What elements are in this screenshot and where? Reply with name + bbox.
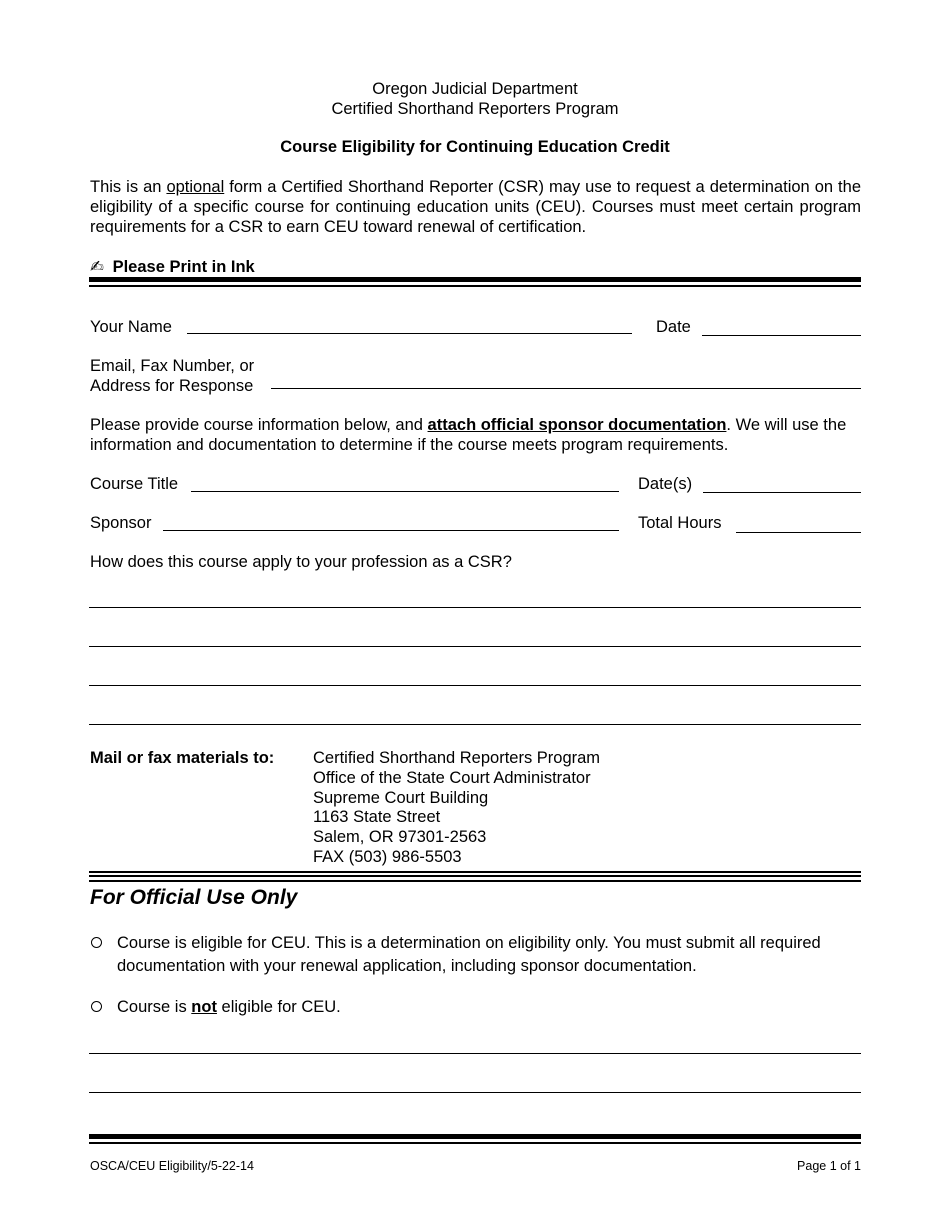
official-use-title: For Official Use Only bbox=[90, 886, 298, 909]
sponsor-field[interactable] bbox=[163, 530, 619, 531]
form-id: OSCA/CEU Eligibility/5-22-14 bbox=[90, 1159, 254, 1173]
date-field[interactable] bbox=[702, 335, 861, 336]
answer-line[interactable] bbox=[89, 607, 861, 608]
not-eligible-radio[interactable] bbox=[91, 1001, 102, 1012]
your-name-field[interactable] bbox=[187, 333, 632, 334]
footer-divider-thick bbox=[89, 1134, 861, 1139]
page-title: Course Eligibility for Continuing Education Credit bbox=[280, 138, 670, 156]
course-title-label: Course Title bbox=[90, 475, 179, 493]
course-info-paragraph bbox=[90, 415, 861, 455]
answer-line[interactable] bbox=[89, 685, 861, 686]
mail-address-line: Salem, OR 97301-2563 bbox=[313, 828, 487, 846]
intro-paragraph bbox=[90, 177, 861, 237]
course-title-field[interactable] bbox=[191, 491, 619, 492]
answer-line[interactable] bbox=[89, 646, 861, 647]
mail-label: Mail or fax materials to: bbox=[90, 749, 275, 767]
official-divider-bottom bbox=[89, 880, 861, 882]
your-name-label: Your Name bbox=[90, 318, 172, 336]
total-hours-label: Total Hours bbox=[638, 514, 722, 532]
official-divider-mid bbox=[89, 875, 861, 877]
answer-line[interactable] bbox=[89, 724, 861, 725]
print-note bbox=[90, 257, 255, 277]
mail-address-line: 1163 State Street bbox=[313, 808, 441, 826]
program-name: Certified Shorthand Reporters Program bbox=[331, 100, 619, 118]
official-notes-line[interactable] bbox=[89, 1092, 861, 1093]
email-label-line2: Address for Response bbox=[90, 377, 254, 395]
header-divider-thin bbox=[89, 285, 861, 287]
eligible-radio[interactable] bbox=[91, 937, 102, 948]
official-notes-line[interactable] bbox=[89, 1053, 861, 1054]
mail-address-line: Office of the State Court Administrator bbox=[313, 769, 591, 787]
department-name: Oregon Judicial Department bbox=[372, 80, 578, 98]
course-info-text-end: . We will use the information and documentation to determine if the course meets program requirements. bbox=[90, 416, 847, 454]
email-label-line1: Email, Fax Number, or bbox=[90, 357, 255, 375]
total-hours-field[interactable] bbox=[736, 532, 861, 533]
writing-hand-icon: ✍ bbox=[90, 258, 104, 276]
print-note-label: Please Print in Ink bbox=[112, 258, 255, 276]
mail-address-line: Certified Shorthand Reporters Program bbox=[313, 749, 601, 767]
sponsor-label: Sponsor bbox=[90, 514, 152, 532]
page-number: Page 1 of 1 bbox=[797, 1159, 861, 1173]
not-eligible-emphasis: not bbox=[191, 998, 217, 1016]
footer-divider-thin bbox=[89, 1142, 861, 1144]
official-divider-thin bbox=[89, 871, 861, 873]
eligible-option-line1: Course is eligible for CEU. This is a determination on eligibility only. You must submit all required bbox=[117, 934, 821, 952]
not-eligible-text-end: eligible for CEU. bbox=[221, 998, 341, 1016]
intro-optional: optional bbox=[166, 178, 225, 196]
not-eligible-text-start: Course is bbox=[117, 998, 187, 1016]
email-field[interactable] bbox=[271, 388, 861, 389]
mail-address-line: FAX (503) 986-5503 bbox=[313, 848, 462, 866]
intro-text-start: This is an bbox=[90, 178, 162, 196]
course-info-attach: attach official sponsor documentation bbox=[427, 416, 727, 434]
dates-field[interactable] bbox=[703, 492, 861, 493]
eligible-option-line2: documentation with your renewal application, including sponsor documentation. bbox=[117, 957, 697, 975]
header-divider-thick bbox=[89, 277, 861, 282]
intro-text-end: form a Certified Shorthand Reporter (CSR) may use to request a determination on the eligibility of a specific course for continuing education units (CEU). Courses must meet certain program requirements for a CSR to earn CEU toward renewal of certification. bbox=[90, 178, 861, 236]
mail-address-line: Supreme Court Building bbox=[313, 789, 489, 807]
date-label: Date bbox=[656, 318, 691, 336]
dates-label: Date(s) bbox=[638, 475, 693, 493]
not-eligible-option bbox=[117, 997, 341, 1017]
course-info-text-start: Please provide course information below, and bbox=[90, 416, 423, 434]
course-apply-question: How does this course apply to your profession as a CSR? bbox=[90, 553, 512, 571]
